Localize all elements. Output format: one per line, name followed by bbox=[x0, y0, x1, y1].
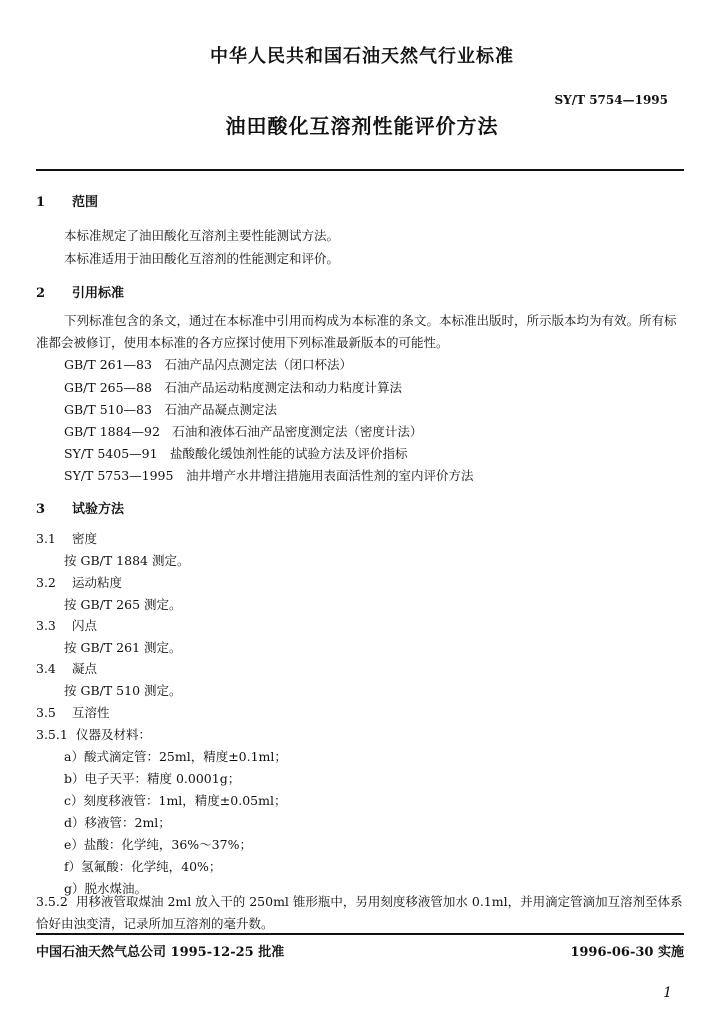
subsection-number: 3.1 bbox=[36, 531, 56, 546]
section-2-heading bbox=[36, 282, 124, 301]
subsection-number: 3.4 bbox=[36, 661, 56, 676]
subsection-number: 3.5.1 bbox=[36, 727, 68, 742]
paragraph: 下列标准包含的条文，通过在本标准中引用而构成为本标准的条文。本标准出版时，所示版本均为有效。所有标准都会被修订，使用本标准的各方应探讨使用下列标准最新版本的可能性。 bbox=[36, 313, 677, 350]
header-divider bbox=[36, 169, 684, 171]
paragraph: 按 GB/T 1884 测定。 bbox=[64, 553, 190, 568]
paragraph: 用移液管取煤油 2ml 放入干的 250ml 锥形瓶中，另用刻度移液管加水 0.1ml，并用滴定管滴加互溶剂至体系恰好由浊变清，记录所加互溶剂的毫升数。 bbox=[36, 894, 683, 931]
approval-info: 中国石油天然气总公司 1995-12-25 批准 bbox=[36, 945, 285, 960]
footer-divider bbox=[36, 933, 684, 935]
subsection-title: 密度 bbox=[72, 531, 98, 546]
subsection-title: 凝点 bbox=[72, 661, 98, 676]
subsection-title: 仪器及材料： bbox=[76, 727, 152, 742]
list-item: a）酸式滴定管：25ml，精度±0.1ml； bbox=[64, 749, 287, 764]
list-item: b）电子天平：精度 0.0001g； bbox=[64, 771, 241, 786]
standard-category-title: 中华人民共和国石油天然气行业标准 bbox=[210, 46, 514, 67]
standard-code: SY/T 5754—1995 bbox=[554, 93, 668, 107]
list-item: f）氢氟酸：化学纯，40%； bbox=[64, 859, 222, 874]
section-title: 引用标准 bbox=[72, 286, 125, 301]
reference-item: GB/T 265—88 石油产品运动粘度测定法和动力粘度计算法 bbox=[64, 380, 402, 395]
paragraph: 按 GB/T 261 测定。 bbox=[64, 640, 182, 655]
subsection-number: 3.3 bbox=[36, 618, 56, 633]
subsection-title: 运动粘度 bbox=[72, 575, 123, 590]
subsection-title: 互溶性 bbox=[72, 705, 110, 720]
section-number: 3 bbox=[36, 502, 46, 517]
subsection-3-5-2 bbox=[36, 891, 684, 935]
section-1-heading bbox=[36, 191, 98, 210]
reference-item: GB/T 1884—92 石油和液体石油产品密度测定法（密度计法） bbox=[64, 424, 423, 439]
list-item: c）刻度移液管：1ml，精度±0.05ml； bbox=[64, 793, 287, 808]
subsection-heading bbox=[36, 725, 151, 743]
paragraph: 本标准适用于油田酸化互溶剂的性能测定和评价。 bbox=[64, 251, 340, 266]
reference-item: SY/T 5405—91 盐酸酸化缓蚀剂性能的试验方法及评价指标 bbox=[64, 446, 408, 461]
list-item: g）脱水煤油。 bbox=[64, 881, 148, 896]
section-number: 1 bbox=[36, 195, 46, 210]
list-item: e）盐酸：化学纯，36%～37%； bbox=[64, 837, 252, 852]
document-title: 油田酸化互溶剂性能评价方法 bbox=[225, 114, 499, 138]
paragraph: 按 GB/T 265 测定。 bbox=[64, 597, 182, 612]
list-item: d）移液管：2ml； bbox=[64, 815, 171, 830]
subsection-number: 3.5 bbox=[36, 705, 56, 720]
paragraph: 按 GB/T 510 测定。 bbox=[64, 683, 182, 698]
subsection-heading bbox=[36, 573, 122, 591]
subsection-title: 闪点 bbox=[72, 618, 98, 633]
reference-item: GB/T 261—83 石油产品闪点测定法（闭口杯法） bbox=[64, 357, 352, 372]
subsection-heading bbox=[36, 616, 97, 634]
subsection-heading bbox=[36, 529, 97, 547]
reference-item: GB/T 510—83 石油产品凝点测定法 bbox=[64, 402, 277, 417]
section-3-heading bbox=[36, 498, 124, 517]
subsection-heading bbox=[36, 659, 97, 677]
section-title: 范围 bbox=[72, 195, 99, 210]
section-number: 2 bbox=[36, 286, 46, 301]
reference-item: SY/T 5753—1995 油井增产水井增注措施用表面活性剂的室内评价方法 bbox=[64, 468, 474, 483]
subsection-number: 3.2 bbox=[36, 575, 56, 590]
subsection-heading bbox=[36, 703, 110, 721]
implementation-date: 1996-06-30 实施 bbox=[570, 945, 684, 960]
subsection-number: 3.5.2 bbox=[36, 894, 68, 909]
section-title: 试验方法 bbox=[72, 502, 125, 517]
paragraph: 本标准规定了油田酸化互溶剂主要性能测试方法。 bbox=[64, 228, 340, 243]
page-number: 1 bbox=[663, 985, 672, 1001]
